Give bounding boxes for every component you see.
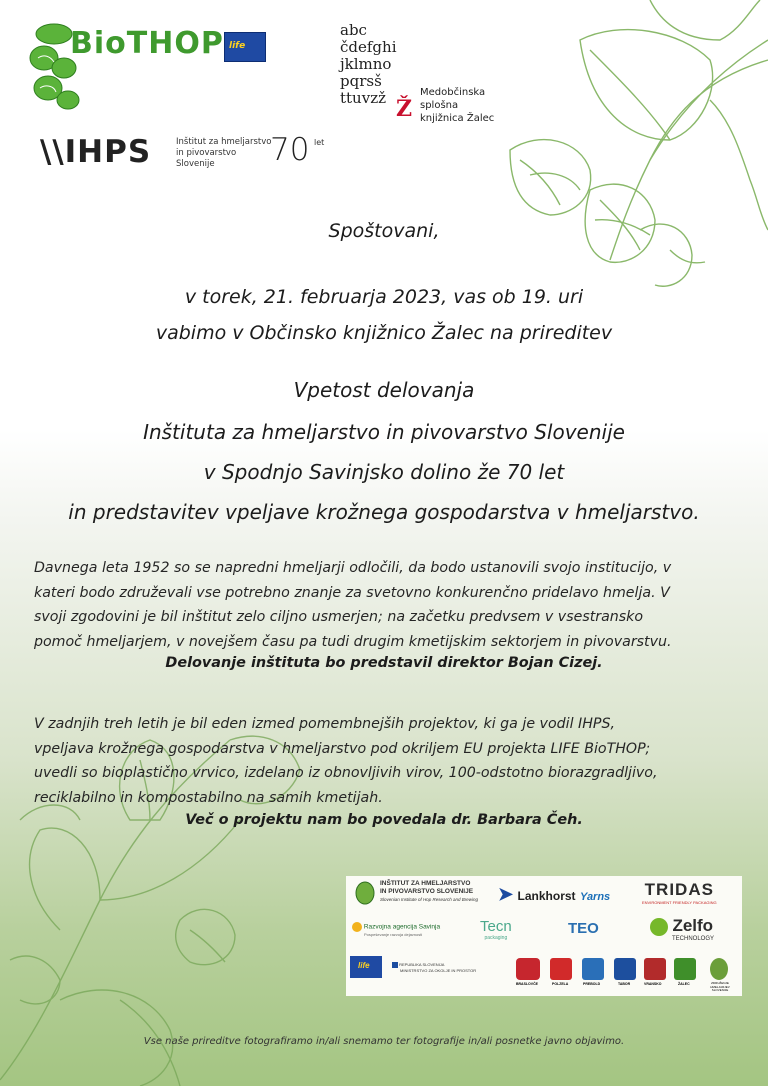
event-title-line: in predstavitev vpeljave krožnega gospodarstva v hmeljarstvo. — [68, 500, 700, 524]
ras-sub: Pospeševanje razvoja dejavnosti — [364, 932, 423, 937]
crest-zalec-icon — [674, 958, 696, 980]
speaker-researcher: Več o projektu nam bo povedala dr. Barbara Čeh. — [185, 812, 583, 828]
library-name-line: splošna — [420, 100, 459, 111]
library-letters-row: pqrsš — [340, 72, 382, 90]
sponsor-lankhorst — [498, 884, 610, 905]
footer-photo-notice: Vse naše prireditve fotografiramo in/ali snemamo ter fotografije in/ali posnetke javno objavimo. — [143, 1036, 625, 1047]
ihps-logo-text: \\IHPS — [40, 134, 152, 170]
sponsor-ihps-line: INŠTITUT ZA HMELJARSTVO — [380, 880, 471, 887]
lankhorst-arrow-icon: ➤ — [498, 884, 514, 904]
paragraph-line: svoji zgodovini je bil inštitut zelo ciljno usmerjen; na začetku predvsem v vsestransko — [34, 609, 644, 625]
lankhorst-name: Lankhorst — [517, 889, 576, 903]
ihps-description-line: in pivovarstvo — [176, 148, 237, 158]
crest-tabor-label: TABOR — [618, 982, 631, 986]
crest-braslovce-icon — [516, 958, 540, 980]
invitation-line-venue: vabimo v Občinsko knjižnico Žalec na prireditev — [155, 322, 613, 344]
paragraph-project — [34, 712, 734, 810]
paragraph-line: pomoč hmeljarjem, v novejšem času pa tudi drugim kmetijskim sektorjem in pivovarstvu. — [34, 633, 672, 650]
slovenia-coat-icon — [392, 962, 398, 968]
paragraph-line: reciklabilno in kompostabilno na samih kmetijah. — [34, 789, 383, 806]
paragraph-history — [34, 556, 734, 654]
ras-name: Razvojna agencija Savinja — [363, 923, 441, 931]
library-letters-row: jklmno — [340, 55, 392, 73]
biothop-logo-text: BioTHOP — [70, 26, 224, 61]
sponsor-tecno — [480, 918, 512, 941]
sponsor-eu-life-label: life — [358, 961, 370, 970]
paragraph-line: kateri bodo združevali vse potrebno znanje za svetovno konkurenčno pridelavo hmelja. V — [34, 584, 670, 601]
anniversary-unit: let — [314, 138, 325, 147]
zelfo-name: Zelfo — [672, 916, 714, 935]
lankhorst-yarns: Yarns — [580, 891, 611, 903]
library-name-line: knjižnica Žalec — [420, 113, 495, 124]
sponsor-eu-life-icon — [350, 956, 382, 978]
greeting: Spoštovani, — [328, 220, 440, 242]
sponsor-ihps-line: IN PIVOVARSTVO SLOVENIJE — [380, 888, 474, 895]
sponsor-zelfo — [650, 916, 714, 942]
library-name — [420, 86, 520, 125]
crest-polzela-label: POLZELA — [552, 982, 569, 986]
tecno-name: Tecn — [480, 918, 512, 935]
crest-braslovce-label: BRASLOVČE — [516, 982, 538, 986]
library-name-line: Medobčinska — [420, 87, 486, 98]
ihps-description-line: Inštitut za hmeljarstvo — [176, 137, 272, 147]
anniversary-number: 70 — [270, 132, 310, 168]
paragraph-line: Davnega leta 1952 so se napredni hmeljarji odločili, da bodo ustanovili svojo institucijo, v — [34, 560, 672, 576]
library-logo-mark: Ž — [396, 96, 413, 122]
crest-prebold-icon — [582, 958, 604, 980]
ihps-hop-icon — [352, 880, 378, 906]
tecno-sub: packaging — [484, 935, 508, 941]
sponsor-ras — [352, 922, 440, 937]
speaker-director: Delovanje inštituta bo predstavil direktor Bojan Cizej. — [165, 655, 603, 671]
zelfo-leaf-icon — [650, 918, 668, 936]
crest-polzela-icon — [550, 958, 572, 980]
zelfo-sub: TECHNOLOGY — [672, 936, 715, 942]
ras-sun-icon — [352, 922, 362, 932]
event-title-line: Vpetost delovanja — [293, 378, 475, 402]
ministry-line: MINISTRSTVO ZA OKOLJE IN PROSTOR — [400, 968, 477, 974]
invitation-line-date: v torek, 21. februarja 2023, vas ob 19. uri — [184, 286, 584, 308]
crest-vransko-label: VRANSKO — [644, 982, 662, 986]
sponsor-ministry — [392, 962, 476, 974]
library-letters-row: čdefghi — [340, 38, 397, 56]
sponsor-teo: TEO — [568, 920, 599, 937]
crest-tabor-icon — [614, 958, 636, 980]
crest-hop-growers-label: ZDRUŽENJE HMELJARJEV SLOVENIJE — [710, 981, 730, 992]
eu-life-logo-icon — [224, 32, 266, 62]
sponsor-tridas — [642, 880, 717, 905]
sponsor-ihps-line: Slovenian Institute of Hop Research and Brewing — [380, 897, 479, 902]
paragraph-line: uvedli so bioplastično vrvico, izdelano iz obnovljivih virov, 100-odstotno biorazgradljivo, — [34, 765, 658, 781]
crest-hop-growers-icon — [710, 958, 728, 980]
library-letters-row: ttuvzž — [340, 89, 386, 107]
crest-zalec-label: ŽALEC — [678, 982, 690, 986]
event-title-line: v Spodnjo Savinjsko dolino že 70 let — [203, 460, 565, 484]
paragraph-line: vpeljava krožnega gospodarstva v hmeljarstvo pod okriljem EU projekta LIFE BioTHOP; — [34, 740, 651, 757]
paragraph-line: V zadnjih treh letih je bil eden izmed pomembnejših projektov, ki ga je vodil IHPS, — [34, 716, 615, 732]
tridas-sub: ENVIRONMENT FRIENDLY PACKAGING — [642, 900, 717, 905]
crest-prebold-label: PREBOLD — [583, 982, 601, 986]
ihps-description-line: Slovenije — [176, 159, 215, 169]
crest-vransko-icon — [644, 958, 666, 980]
library-letters-row: abc — [340, 21, 367, 39]
event-title-line: Inštituta za hmeljarstvo in pivovarstvo Slovenije — [143, 420, 625, 444]
ministry-line: REPUBLIKA SLOVENIJA — [399, 962, 445, 968]
hop-drawing-top-right-icon — [470, 0, 768, 290]
eu-life-label: life — [229, 41, 246, 51]
sponsor-ihps — [380, 880, 478, 904]
tridas-name: TRIDAS — [644, 880, 714, 899]
sponsor-logos-panel — [346, 876, 742, 996]
